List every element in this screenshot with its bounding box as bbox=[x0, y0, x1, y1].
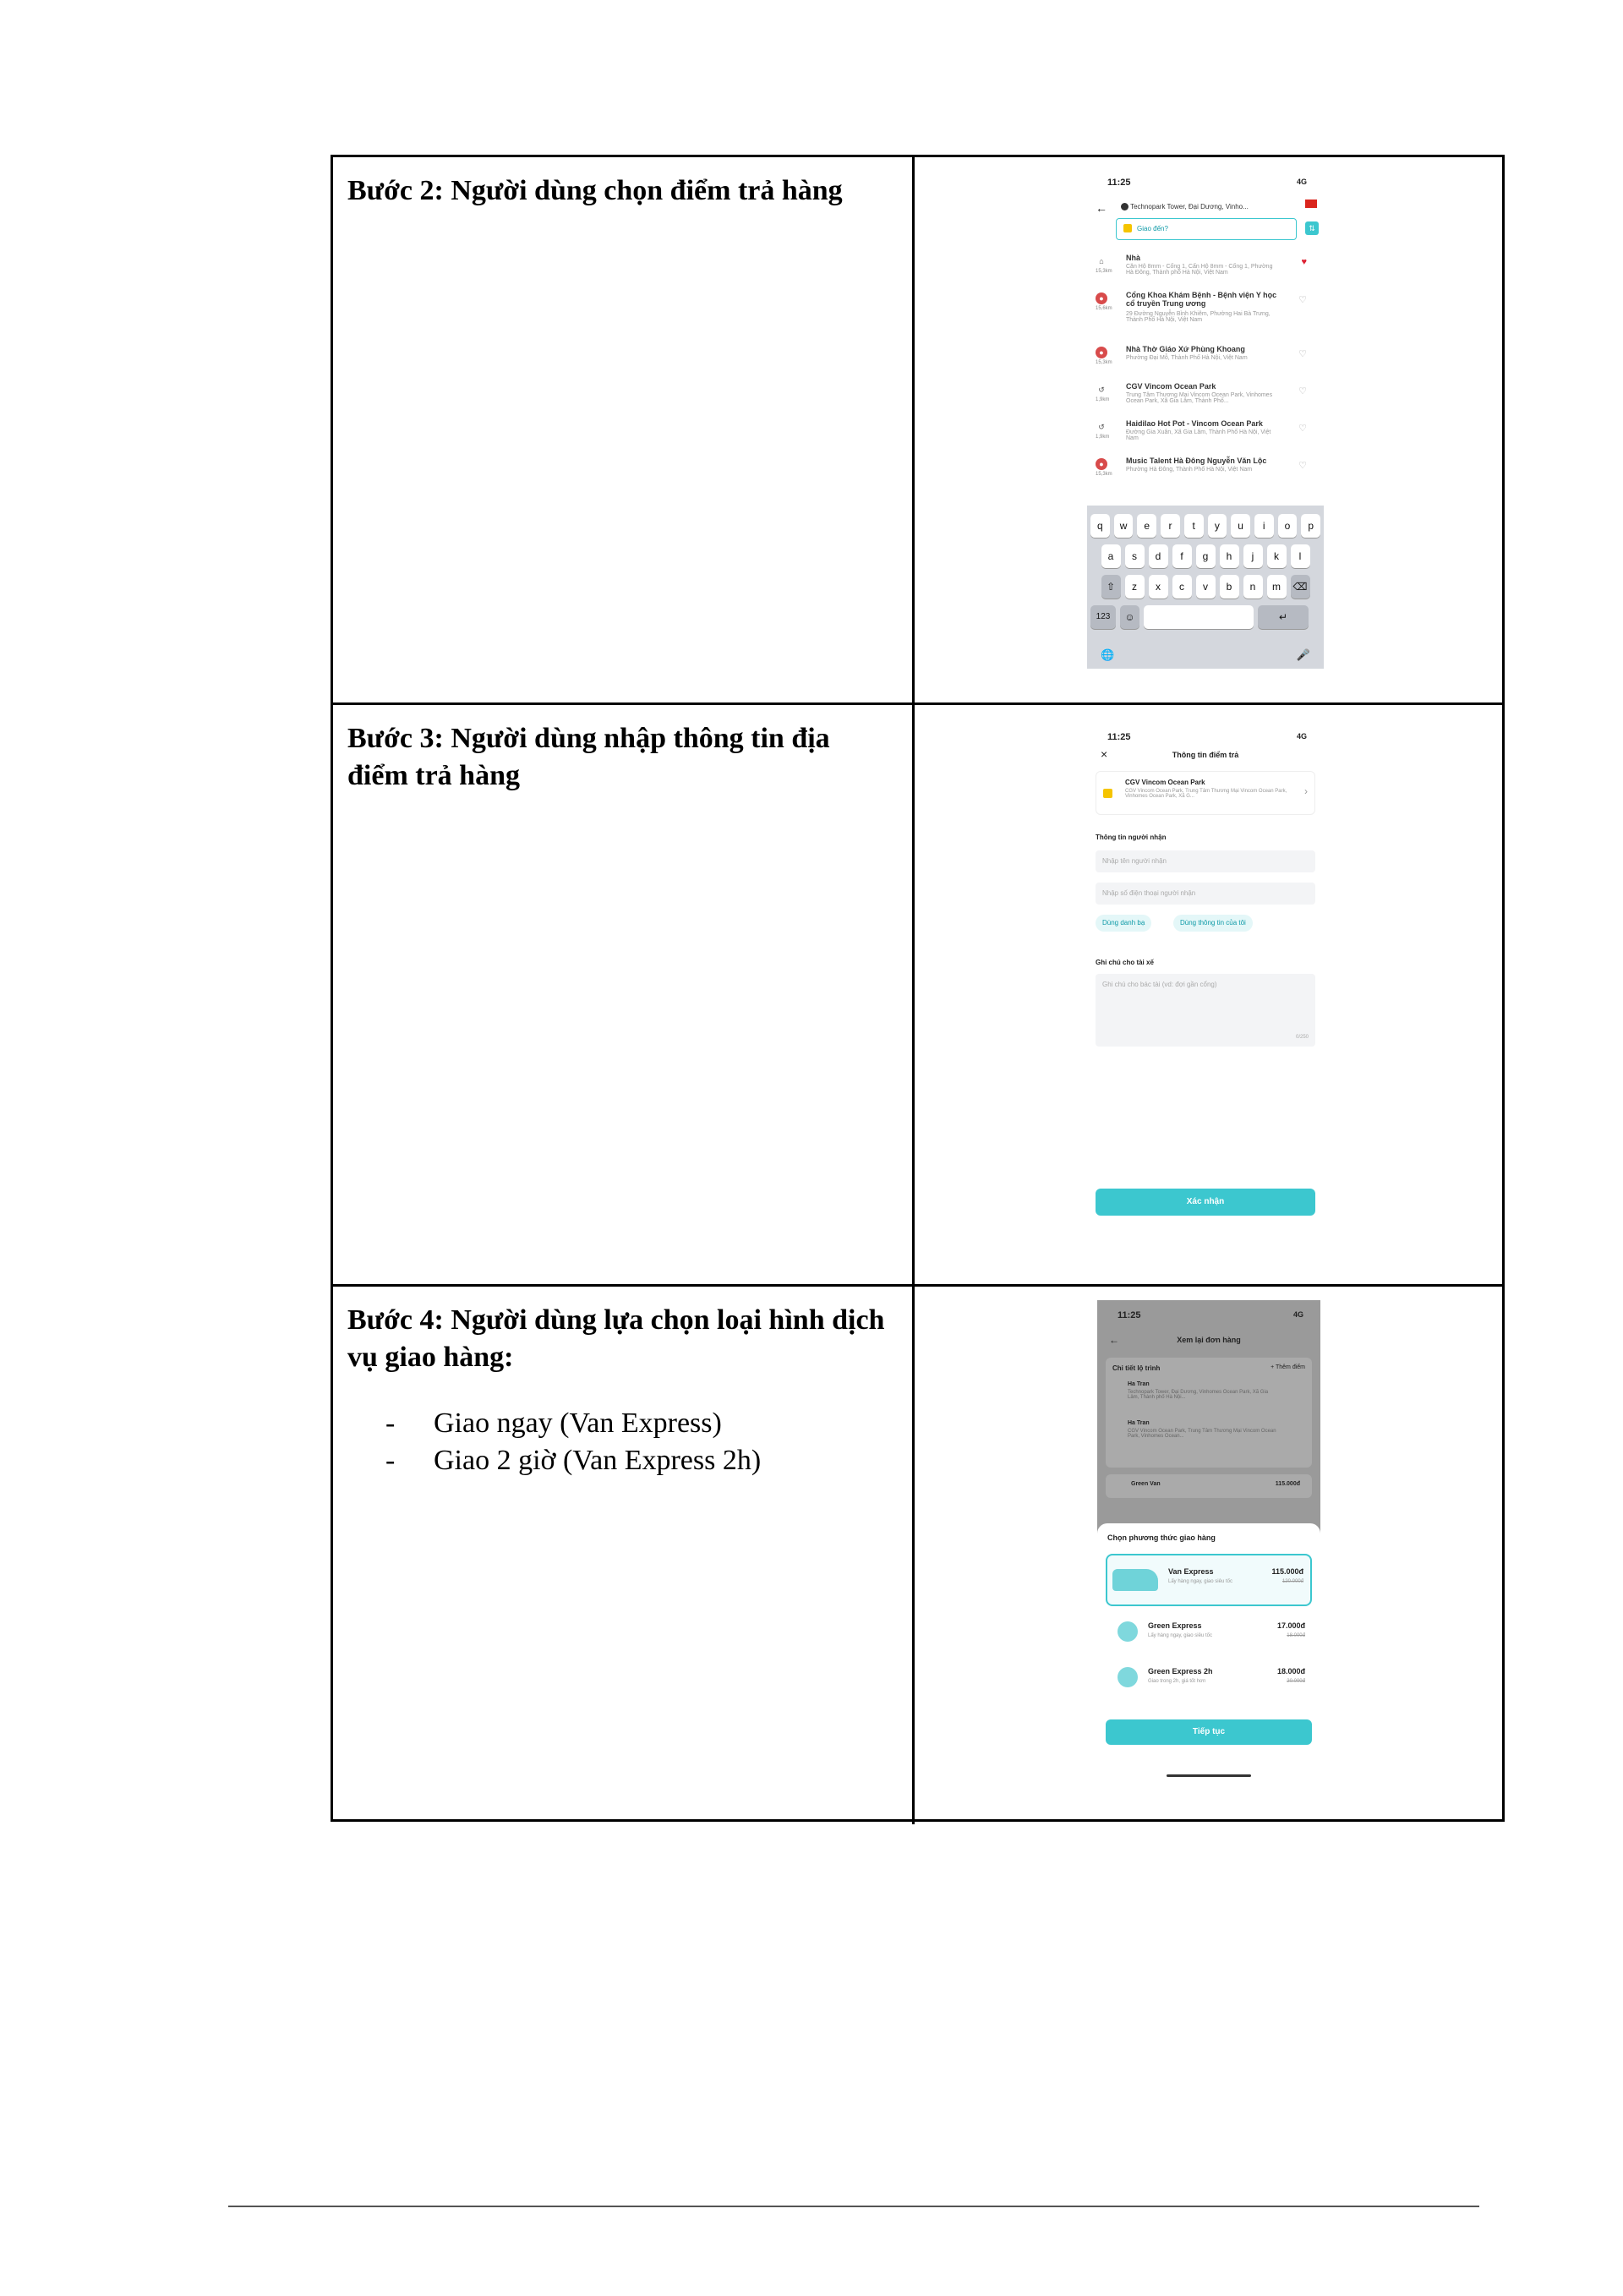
key[interactable]: b bbox=[1220, 575, 1239, 599]
return-key[interactable]: ↵ bbox=[1258, 605, 1309, 629]
continue-button[interactable]: Tiếp tục bbox=[1106, 1719, 1312, 1745]
heart-outline-icon[interactable]: ♡ bbox=[1298, 461, 1307, 471]
key[interactable]: i bbox=[1254, 514, 1274, 538]
key[interactable]: n bbox=[1243, 575, 1263, 599]
result-address: Phường Hà Đông, Thành Phố Hà Nội, Việt Nam bbox=[1126, 467, 1253, 473]
option-old-price: 18.000đ bbox=[1287, 1633, 1305, 1638]
option-old-price: 120.000đ bbox=[1281, 1579, 1303, 1584]
sheet-title: Chọn phương thức giao hàng bbox=[1107, 1533, 1216, 1542]
phone-screenshot-dropoff-info bbox=[1087, 722, 1324, 1246]
key[interactable]: l bbox=[1291, 544, 1310, 568]
back-arrow-icon[interactable]: ← bbox=[1096, 201, 1107, 215]
swap-icon[interactable]: ⇅ bbox=[1305, 221, 1319, 235]
step-4-title: Bước 4: Người dùng lựa chọn loại hình dịch vụ giao hàng: bbox=[347, 1304, 885, 1373]
phone-screenshot-review-order bbox=[1097, 1300, 1320, 1782]
option-name: Green Express bbox=[1148, 1621, 1202, 1630]
result-title: Nhà bbox=[1126, 254, 1141, 262]
vehicle-price: 115.000đ bbox=[1275, 1481, 1300, 1487]
key[interactable]: z bbox=[1125, 575, 1145, 599]
confirm-button[interactable]: Xác nhận bbox=[1096, 1189, 1315, 1216]
backspace-key[interactable]: ⌫ bbox=[1291, 575, 1310, 599]
result-title: Music Talent Hà Đông Nguyễn Văn Lộc bbox=[1126, 456, 1267, 465]
history-icon: ↺ bbox=[1098, 423, 1105, 431]
sender-name: Ha Tran bbox=[1128, 1381, 1150, 1387]
screen-title: Thông tin điểm trả bbox=[1172, 751, 1239, 759]
key[interactable]: e bbox=[1137, 514, 1156, 538]
use-contacts-button[interactable]: Dùng danh bạ bbox=[1096, 915, 1151, 932]
place-icon: ● bbox=[1096, 292, 1107, 304]
distance-label: 15,3km bbox=[1096, 269, 1112, 274]
step-4-row bbox=[333, 1287, 1502, 1824]
key[interactable]: v bbox=[1196, 575, 1216, 599]
vehicle-name: Green Van bbox=[1131, 1481, 1161, 1487]
home-indicator bbox=[1167, 1774, 1251, 1777]
distance-label: 15,6km bbox=[1096, 306, 1112, 311]
route-label: Chi tiết lộ trình bbox=[1112, 1364, 1161, 1372]
home-icon: ⌂ bbox=[1099, 257, 1104, 265]
column-divider bbox=[912, 157, 915, 702]
delivery-option-green-express[interactable] bbox=[1106, 1610, 1312, 1659]
van-icon bbox=[1112, 1569, 1158, 1591]
key[interactable]: a bbox=[1101, 544, 1121, 568]
key[interactable]: d bbox=[1149, 544, 1168, 568]
key[interactable]: y bbox=[1208, 514, 1227, 538]
place-name: CGV Vincom Ocean Park bbox=[1125, 779, 1205, 786]
origin-pin-icon bbox=[1121, 203, 1128, 210]
delivery-option-van-express[interactable] bbox=[1106, 1554, 1312, 1606]
list-item[interactable] bbox=[1096, 380, 1317, 418]
key[interactable]: h bbox=[1220, 544, 1239, 568]
place-icon: ● bbox=[1096, 347, 1107, 358]
bullet-item: - Giao ngay (Van Express) bbox=[385, 1405, 761, 1442]
key[interactable]: j bbox=[1243, 544, 1263, 568]
microphone-icon[interactable]: 🎤 bbox=[1296, 648, 1310, 661]
place-icon: ● bbox=[1096, 458, 1107, 470]
emoji-key[interactable]: ☺ bbox=[1120, 605, 1139, 629]
history-icon: ↺ bbox=[1098, 385, 1105, 394]
place-address: CGV Vincom Ocean Park, Trung Tâm Thương Mại Vincom Ocean Park, Vinhomes Ocean Park, Xã G... bbox=[1125, 789, 1287, 799]
destination-search-input[interactable] bbox=[1116, 218, 1297, 240]
step-3-title: Bước 3: Người dùng nhập thông tin địa điểm trả hàng bbox=[347, 723, 830, 791]
status-signal: 4G bbox=[1296, 178, 1307, 186]
status-bar bbox=[1097, 1300, 1320, 1326]
on-screen-keyboard bbox=[1087, 506, 1324, 669]
scooter-icon bbox=[1118, 1621, 1138, 1642]
key[interactable]: x bbox=[1149, 575, 1168, 599]
delivery-options-list bbox=[385, 1405, 761, 1479]
use-my-info-button[interactable]: Dùng thông tin của tôi bbox=[1173, 915, 1253, 932]
origin-address: Technopark Tower, Đại Dương, Vinho... bbox=[1130, 203, 1249, 210]
key[interactable]: g bbox=[1196, 544, 1216, 568]
result-title: CGV Vincom Ocean Park bbox=[1126, 382, 1216, 391]
origin-row[interactable] bbox=[1121, 203, 1249, 210]
distance-label: 15,3km bbox=[1096, 360, 1112, 365]
phone-screenshot-select-dropoff bbox=[1087, 167, 1324, 669]
shift-key[interactable]: ⇧ bbox=[1101, 575, 1121, 599]
status-signal: 4G bbox=[1292, 1310, 1303, 1319]
result-address: Phường Đại Mỗ, Thành Phố Hà Nội, Việt Nam bbox=[1126, 355, 1248, 361]
key[interactable]: s bbox=[1125, 544, 1145, 568]
result-title: Haidilao Hot Pot - Vincom Ocean Park bbox=[1126, 419, 1263, 428]
option-old-price: 20.000đ bbox=[1287, 1679, 1305, 1684]
step-3-row bbox=[333, 705, 1502, 1287]
add-stop-button[interactable]: + Thêm điểm bbox=[1271, 1364, 1305, 1370]
globe-icon[interactable]: 🌐 bbox=[1101, 648, 1115, 661]
driver-note-label: Ghi chú cho tài xế bbox=[1096, 959, 1154, 966]
status-time: 11:25 bbox=[1118, 1310, 1141, 1320]
bullet-item: - Giao 2 giờ (Van Express 2h) bbox=[385, 1442, 761, 1479]
numbers-key[interactable]: 123 bbox=[1090, 605, 1116, 629]
delivery-method-sheet bbox=[1097, 1523, 1320, 1782]
step-2-title: Bước 2: Người dùng chọn điểm trả hàng bbox=[347, 175, 843, 206]
chevron-right-icon: › bbox=[1304, 785, 1308, 797]
option-desc: Lấy hàng ngay, giao siêu tốc bbox=[1168, 1579, 1232, 1584]
list-item[interactable] bbox=[1096, 418, 1317, 455]
heart-outline-icon[interactable]: ♡ bbox=[1298, 295, 1307, 305]
receiver-address: CGV Vincom Ocean Park, Trung Tâm Thương Mại Vincom Ocean Park, Vinhomes Ocean... bbox=[1128, 1429, 1276, 1439]
key[interactable]: q bbox=[1090, 514, 1110, 538]
list-item[interactable] bbox=[1096, 289, 1317, 340]
key[interactable]: u bbox=[1231, 514, 1250, 538]
result-title: Cổng Khoa Khám Bệnh - Bệnh viện Y học cổ truyền Trung ương bbox=[1126, 291, 1277, 308]
heart-outline-icon[interactable]: ♡ bbox=[1298, 386, 1307, 396]
list-item[interactable] bbox=[1096, 455, 1317, 478]
key[interactable]: t bbox=[1184, 514, 1204, 538]
destination-pin-icon bbox=[1123, 224, 1132, 232]
flag-icon[interactable] bbox=[1305, 200, 1317, 208]
column-divider bbox=[912, 705, 915, 1284]
sender-address: Technopark Tower, Đại Dương, Vinhomes Ocean Park, Xã Gia Lâm, Thành phố Hà Nội... bbox=[1128, 1390, 1269, 1400]
status-time: 11:25 bbox=[1107, 732, 1131, 742]
key[interactable]: o bbox=[1278, 514, 1298, 538]
list-item[interactable] bbox=[1096, 343, 1317, 380]
result-address: Căn Hộ 8mm - Cống 1, Cấn Hộ 8mm - Cống 1, Phường Hà Đông, Thành phố Hà Nội, Việt Nam bbox=[1126, 264, 1273, 276]
result-address: Đường Gia Xuân, Xã Gia Lâm, Thành Phố Hà Nội, Việt Nam bbox=[1126, 429, 1271, 441]
space-key[interactable] bbox=[1144, 605, 1254, 629]
heart-filled-icon[interactable]: ♥ bbox=[1301, 257, 1307, 267]
key[interactable]: r bbox=[1161, 514, 1180, 538]
key[interactable]: c bbox=[1172, 575, 1192, 599]
screen-title: Xem lại đơn hàng bbox=[1177, 1336, 1241, 1344]
key[interactable]: m bbox=[1267, 575, 1287, 599]
result-title: Nhà Thờ Giáo Xứ Phùng Khoang bbox=[1126, 345, 1245, 353]
option-desc: Giao trong 2h, giá tốt hơn bbox=[1148, 1679, 1206, 1684]
key[interactable]: w bbox=[1114, 514, 1134, 538]
receiver-phone-field[interactable]: Nhập số điện thoại người nhận bbox=[1096, 883, 1315, 905]
footer-divider bbox=[228, 2206, 1479, 2207]
key[interactable]: p bbox=[1301, 514, 1320, 538]
route-card bbox=[1106, 1358, 1312, 1468]
list-item[interactable] bbox=[1096, 252, 1317, 289]
result-address: Trung Tâm Thương Mại Vincom Ocean Park, Vinhomes Ocean Park, Xã Gia Lâm, Thành Phố... bbox=[1126, 392, 1273, 404]
note-placeholder: Ghi chú cho bác tài (vd: đợi gần cổng) bbox=[1102, 981, 1217, 988]
key[interactable]: k bbox=[1267, 544, 1287, 568]
option-price: 18.000đ bbox=[1276, 1667, 1305, 1676]
status-bar bbox=[1087, 167, 1324, 193]
option-name: Green Express 2h bbox=[1148, 1667, 1213, 1676]
place-pin-icon bbox=[1103, 789, 1112, 798]
steps-table bbox=[331, 155, 1505, 1822]
option-price: 17.000đ bbox=[1276, 1621, 1305, 1630]
status-time: 11:25 bbox=[1107, 178, 1131, 188]
receiver-name-field[interactable]: Nhập tên người nhận bbox=[1096, 850, 1315, 872]
driver-note-textarea[interactable] bbox=[1096, 974, 1315, 1047]
status-bar bbox=[1087, 722, 1324, 747]
delivery-option-green-express-2h[interactable] bbox=[1106, 1655, 1312, 1704]
status-signal: 4G bbox=[1296, 732, 1307, 741]
heart-outline-icon[interactable]: ♡ bbox=[1298, 349, 1307, 359]
vehicle-row[interactable] bbox=[1106, 1474, 1312, 1498]
distance-label: 1,9km bbox=[1096, 435, 1110, 440]
receiver-section-label: Thông tin người nhận bbox=[1096, 834, 1167, 841]
distance-label: 1,9km bbox=[1096, 397, 1110, 402]
column-divider bbox=[912, 1287, 915, 1824]
note-counter: 0/250 bbox=[1295, 1035, 1309, 1040]
scooter-icon bbox=[1118, 1667, 1138, 1687]
option-name: Van Express bbox=[1168, 1567, 1214, 1576]
heart-outline-icon[interactable]: ♡ bbox=[1298, 424, 1307, 434]
close-icon[interactable]: × bbox=[1101, 747, 1108, 761]
option-desc: Lấy hàng ngay, giao siêu tốc bbox=[1148, 1633, 1212, 1638]
back-arrow-icon[interactable]: ← bbox=[1109, 1334, 1119, 1346]
option-price: 115.000đ bbox=[1271, 1567, 1303, 1576]
key[interactable]: f bbox=[1172, 544, 1192, 568]
step-2-row bbox=[333, 157, 1502, 705]
selected-place-card[interactable] bbox=[1096, 771, 1315, 815]
destination-placeholder: Giao đến? bbox=[1137, 225, 1168, 232]
distance-label: 15,3km bbox=[1096, 472, 1112, 477]
result-address: 29 Đường Nguyễn Bỉnh Khiêm, Phường Hai Bà Trưng, Thành Phố Hà Nội, Việt Nam bbox=[1126, 311, 1271, 323]
receiver-name: Ha Tran bbox=[1128, 1420, 1150, 1426]
